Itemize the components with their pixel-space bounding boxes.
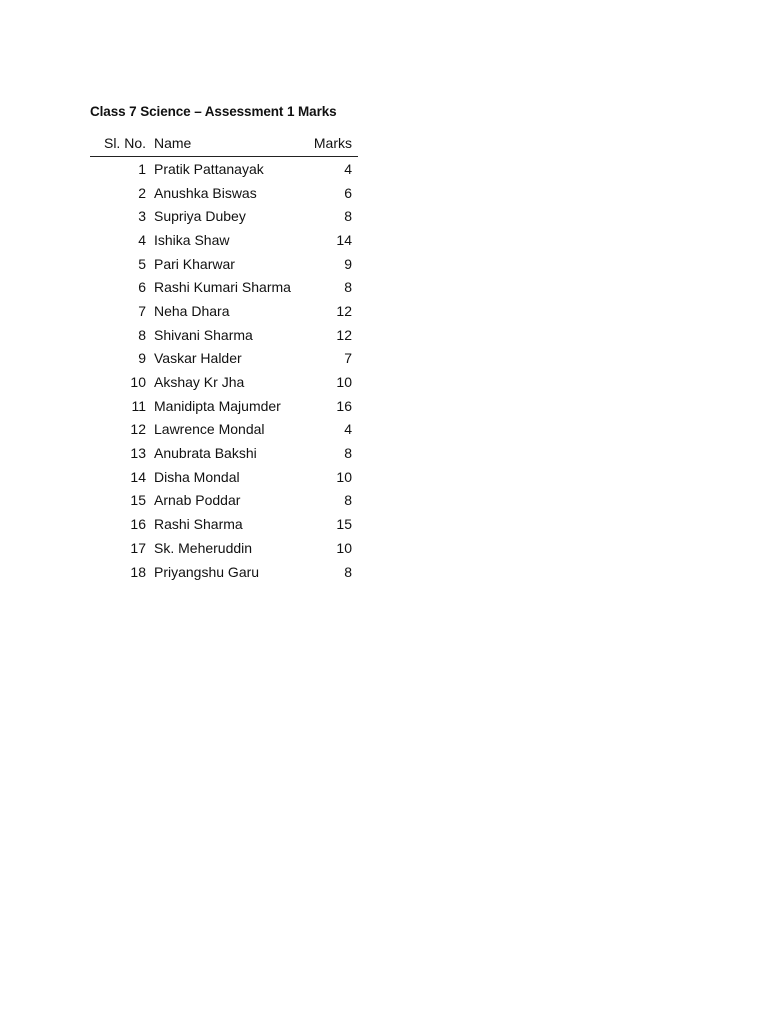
marks-cell: 14: [336, 231, 352, 248]
page-title: Class 7 Science – Assessment 1 Marks: [90, 104, 337, 119]
marks-cell: 4: [344, 160, 352, 177]
marks-cell: 9: [344, 255, 352, 272]
table-row: [90, 370, 358, 394]
name-cell: Disha Mondal: [154, 468, 240, 485]
sl-cell: 10: [130, 374, 146, 391]
sl-cell: 16: [130, 516, 146, 533]
marks-cell: 8: [344, 445, 352, 462]
table-row: [90, 275, 358, 299]
table-row: [90, 157, 358, 181]
name-cell: Rashi Sharma: [154, 516, 243, 533]
sl-cell: 12: [130, 421, 146, 438]
sl-cell: 2: [138, 184, 146, 201]
table-row: [90, 252, 358, 276]
marks-cell: 8: [344, 279, 352, 296]
name-cell: Pratik Pattanayak: [154, 160, 264, 177]
header-marks: Marks: [304, 133, 358, 157]
table-row: [90, 512, 358, 536]
name-cell: Priyangshu Garu: [154, 563, 260, 580]
table-row: [90, 347, 358, 371]
marks-cell: 12: [336, 302, 352, 319]
table-header-row: [90, 133, 358, 157]
table-body: [90, 157, 358, 584]
table-row: [90, 536, 358, 560]
marks-sheet: [90, 104, 358, 583]
header-sl-no: Sl. No.: [90, 133, 154, 157]
table-row: [90, 181, 358, 205]
marks-cell: 10: [336, 468, 352, 485]
name-cell: Sk. Meheruddin: [154, 539, 253, 556]
marks-cell: 15: [336, 516, 352, 533]
name-cell: Vaskar Halder: [154, 350, 242, 367]
header-name: Name: [154, 133, 304, 157]
table-row: [90, 418, 358, 442]
name-cell: Supriya Dubey: [154, 208, 246, 225]
table-row: [90, 394, 358, 418]
name-cell: Rashi Kumari Sharma: [154, 279, 291, 296]
marks-cell: 8: [344, 492, 352, 509]
sl-cell: 1: [138, 160, 146, 177]
name-cell: Manidipta Majumder: [154, 397, 281, 414]
sl-cell: 8: [138, 326, 146, 343]
sl-cell: 15: [130, 492, 146, 509]
marks-cell: 7: [344, 350, 352, 367]
marks-cell: 6: [344, 184, 352, 201]
table-row: [90, 299, 358, 323]
name-cell: Shivani Sharma: [154, 326, 253, 343]
marks-cell: 8: [344, 208, 352, 225]
marks-cell: 16: [336, 397, 352, 414]
sl-cell: 13: [130, 445, 146, 462]
name-cell: Lawrence Mondal: [154, 421, 265, 438]
marks-cell: 10: [336, 374, 352, 391]
marks-table: [90, 133, 358, 583]
sl-cell: 3: [138, 208, 146, 225]
table-row: [90, 560, 358, 584]
name-cell: Pari Kharwar: [154, 255, 235, 272]
table-row: [90, 323, 358, 347]
sl-cell: 6: [138, 279, 146, 296]
marks-cell: 8: [344, 563, 352, 580]
sl-cell: 14: [130, 468, 146, 485]
sl-cell: 18: [130, 563, 146, 580]
table-row: [90, 204, 358, 228]
name-cell: Ishika Shaw: [154, 231, 230, 248]
name-cell: Arnab Poddar: [154, 492, 241, 509]
marks-cell: 12: [336, 326, 352, 343]
sl-cell: 9: [138, 350, 146, 367]
table-row: [90, 228, 358, 252]
sl-cell: 11: [131, 397, 146, 414]
sl-cell: 5: [138, 255, 146, 272]
table-row: [90, 489, 358, 513]
marks-cell: 10: [336, 539, 352, 556]
sl-cell: 4: [138, 231, 146, 248]
sl-cell: 17: [130, 539, 146, 556]
marks-cell: 4: [344, 421, 352, 438]
sl-cell: 7: [138, 302, 146, 319]
name-cell: Anushka Biswas: [154, 184, 257, 201]
name-cell: Akshay Kr Jha: [154, 374, 245, 391]
name-cell: Anubrata Bakshi: [154, 445, 257, 462]
table-row: [90, 441, 358, 465]
name-cell: Neha Dhara: [154, 302, 230, 319]
table-row: [90, 465, 358, 489]
